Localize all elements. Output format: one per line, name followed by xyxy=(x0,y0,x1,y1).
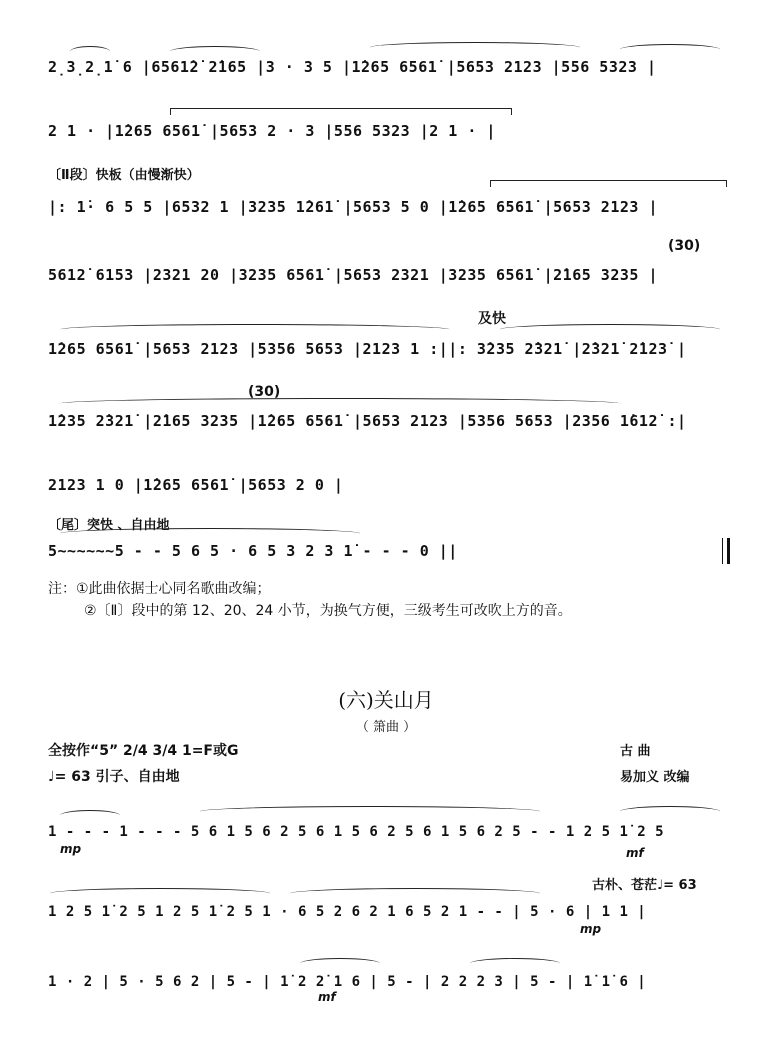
slur-arc xyxy=(60,810,120,821)
slur-arc xyxy=(60,398,620,409)
slur-arc xyxy=(620,44,720,55)
piece-line-2: 1 2 5 1̇ 2 5 1 2 5 1̇ 2 5 1 · 6 5 2 6 2 1 6 5 2 1 - - | 5 · 6 | 1 1 | xyxy=(48,904,647,920)
score-line-4: 5612̇ 6153 |2321 20 |3235 6561̇ |5653 2321 |3235 6561̇ |2̇165 3235 | xyxy=(48,266,658,284)
score-line-6: 1̇235 2̇321̇ |2̇165 3235 |1̇265 6561̇ |5653 2123 |5356 5653 |2356 1̇612̇ :| xyxy=(48,412,687,430)
slur-arc xyxy=(300,958,380,969)
composer: 古 曲 xyxy=(620,744,651,759)
slur-arc xyxy=(60,324,450,335)
fingering-key: 全按作“5” 2/4 3/4 1=F或G xyxy=(48,743,239,759)
score-line-2: 2 1 · |1̇265 6561̇ |5653 2 · 3 |556 5323 |2 1 · | xyxy=(48,122,496,140)
slur-arc xyxy=(60,528,360,539)
score-line-3: |: 1̇· 6 5 5 |6532 1 |3235 1̇261̇ |5653 5 0 |1̇265 6561̇ |5653 2123 | xyxy=(48,198,658,216)
final-barline xyxy=(722,538,730,564)
slur-arc xyxy=(290,888,540,899)
coda-heading: 〔尾〕突快 、自由地 xyxy=(48,518,170,533)
slur-arc xyxy=(70,46,110,57)
score-line-5: 1̇265 6561̇ |5653 2123 |5356 5653 |2123 1 :||: 3̇235 2̇321̇ |2̇321̇ 2̇123̇ | xyxy=(48,340,687,358)
repeat-bracket xyxy=(490,180,727,187)
slur-arc xyxy=(500,324,720,335)
slur-arc xyxy=(370,42,580,53)
dynamic-mp-2: mp xyxy=(580,922,602,936)
piece-title: (六)关山月 xyxy=(338,688,434,712)
slur-arc xyxy=(470,958,560,969)
tempo-intro: ♩= 63 引子、自由地 xyxy=(48,769,180,785)
measure-marker-30-a: (30) xyxy=(668,238,701,254)
slur-arc xyxy=(200,806,540,817)
footnote-1: 注：①此曲依据士心同名歌曲改编； xyxy=(48,581,271,597)
score-line-1: 2̣3̣2̣1̇ 6 |6561̇2̇ 2̇165 |3 · 3 5 |1̇265 6561̇ |5653 2123 |556 5323 | xyxy=(48,58,657,76)
piece-line-1: 1 - - - 1 - - - 5 6 1 5 6 2 5 6 1 5 6 2 5 6 1 5 6 2 5 - - 1 2 5 1̇ 2 5 xyxy=(48,824,665,840)
piece-line-3: 1 · 2 | 5 · 5 6 2 | 5 - | 1̇ 2 2̇ 1 6 | 5 - | 2 2 2 3 | 5 - | 1̇ 1̇ 6 | xyxy=(48,974,647,990)
tempo-marking-faster: 及快 xyxy=(478,311,506,327)
measure-marker-30-b: (30) xyxy=(248,384,281,400)
slur-arc xyxy=(620,806,720,817)
style-marking: 古朴、苍茫♩= 63 xyxy=(592,878,697,893)
slur-arc xyxy=(170,46,260,57)
piece-subtitle: （ 箫曲 ） xyxy=(355,720,417,735)
repeat-bracket xyxy=(170,108,512,115)
slur-arc xyxy=(50,888,270,899)
footnote-2: ②〔Ⅱ〕段中的第 12、20、24 小节，为换气方便，三级考生可改吹上方的音。 xyxy=(84,603,572,619)
score-line-7: 2123 1 0 |1̇265 6561̇ |5653 2 0 | xyxy=(48,476,344,494)
dynamic-mf-2: mf xyxy=(318,990,336,1004)
section-2-heading: 〔Ⅱ段〕快板（由慢渐快） xyxy=(48,168,200,183)
dynamic-mf-1: mf xyxy=(626,846,644,860)
score-line-8: 5~~~~~~5 - - 5 6 5 · 6 5 3 2 3 1̇ - - - 0 || xyxy=(48,542,458,560)
dynamic-mp-1: mp xyxy=(60,842,82,856)
arranger: 易加义 改编 xyxy=(620,770,690,785)
